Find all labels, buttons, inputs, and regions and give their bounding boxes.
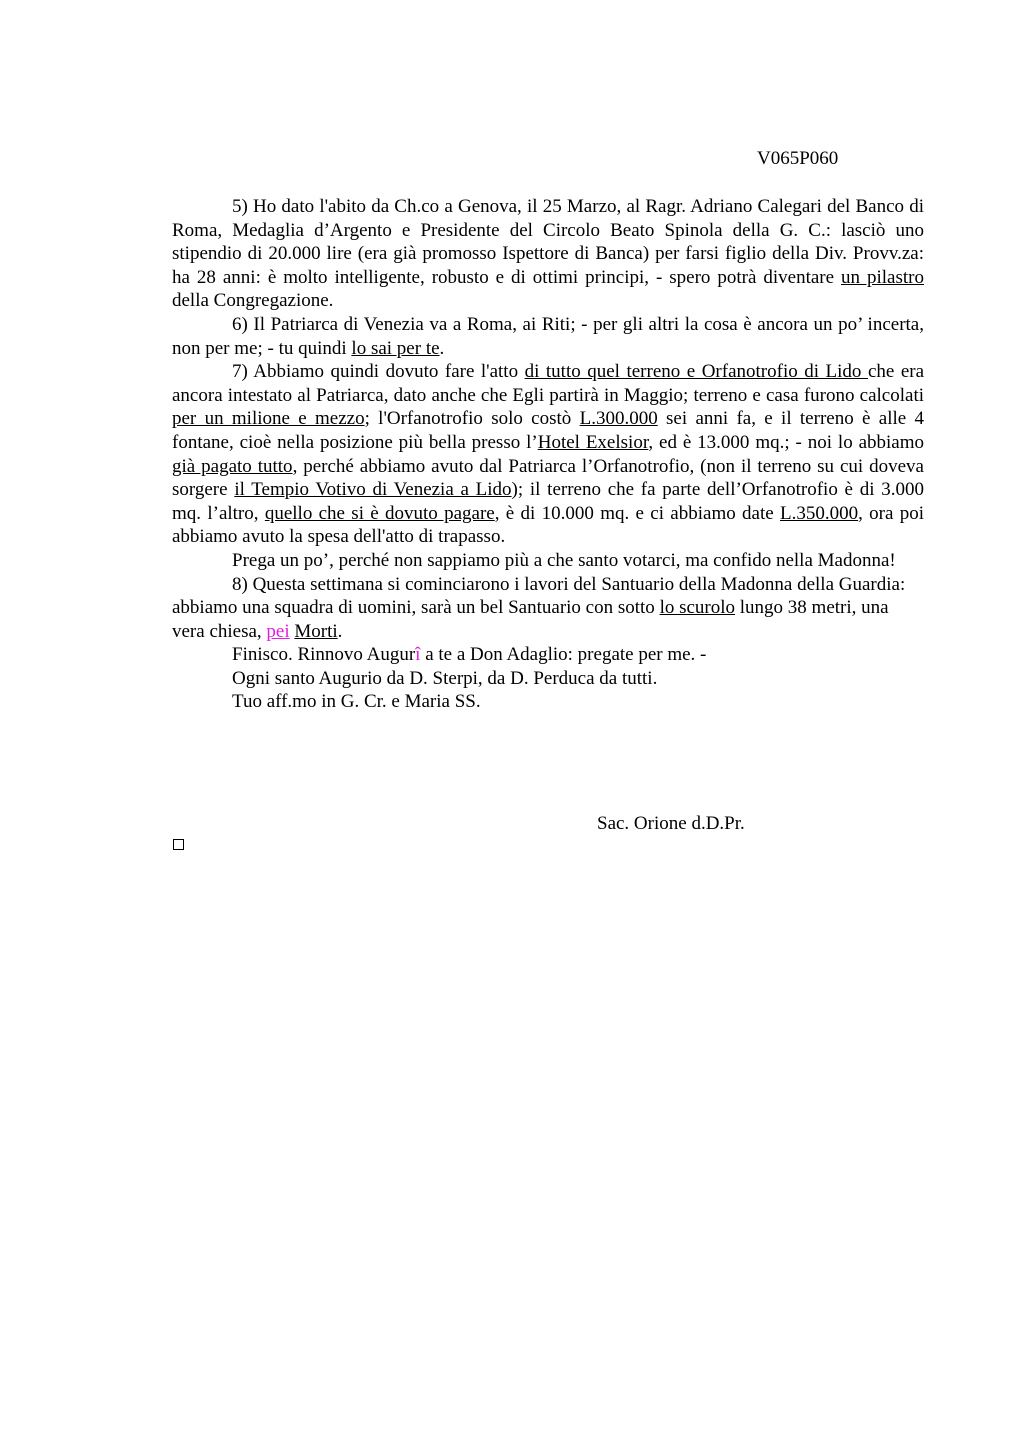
underlined-text: lo scurolo (659, 597, 736, 619)
paragraph-text: 7) Abbiamo quindi dovuto fare l'atto (232, 361, 525, 383)
closing-line-finisco (172, 643, 924, 667)
paragraph-text: ); il terreno che fa parte dell’Orfanotrofio è di 3.000 mq. l’altro, (172, 479, 924, 524)
highlighted-text: î (415, 644, 421, 666)
paragraph-text: , ora poi abbiamo avuto la spesa dell'atto di trapasso. (172, 502, 924, 548)
paragraph-text: . (439, 337, 445, 359)
paragraph-text: lungo 38 metri, una vera chiesa, (172, 597, 889, 642)
paragraph-text: . (337, 620, 343, 642)
underlined-text: già pagato tutto (172, 455, 293, 477)
paragraph-text: Finisco. Rinnovo Augur (232, 644, 416, 666)
underlined-text: il Tempio Votivo di Venezia a Lido (234, 479, 512, 501)
paragraph-text: 6) Il Patriarca di Venezia va a Roma, ai Riti; - per gli altri la cosa è ancora un po’ incerta, non per me; - tu quindi (172, 313, 924, 359)
underlined-text: per un milione e mezzo (172, 408, 365, 430)
paragraph-text: ; l'Orfanotrofio solo costò (364, 408, 580, 430)
underlined-text: L.300.000 (579, 408, 658, 430)
paragraph-prega: Prega un po’, perché non sappiamo più a che santo votarci, ma confido nella Madonna! (232, 549, 896, 571)
letter-body (172, 195, 924, 714)
paragraph-text: , ed è 13.000 mq.; - noi lo abbiamo (648, 431, 925, 453)
paragraph-text: a te a Don Adaglio: pregate per me. - (420, 644, 707, 666)
underlined-text: L.350.000 (779, 502, 859, 524)
underlined-text: lo sai per te (351, 337, 440, 359)
paragraph-5 (172, 195, 924, 313)
underlined-text: un pilastro (841, 266, 924, 288)
signature: Sac. Orione d.D.Pr. (597, 813, 745, 834)
paragraph-6 (172, 313, 924, 360)
underlined-text: Morti (294, 620, 338, 642)
paragraph-text: 8) Questa settimana si cominciarono i lavori del Santuario della Madonna della Guardia: abbiamo una squadra di uomini, sarà un bel Santuario con sotto (172, 573, 906, 619)
paragraph-8 (172, 573, 924, 644)
underlined-text: Hotel Exelsior (537, 431, 649, 453)
paragraph-text: sei anni fa, e il terreno è alle 4 fontane, cioè nella posizione più bella presso l’ (172, 408, 924, 453)
underlined-text: di tutto quel terreno e Orfanotrofio di Lido (524, 361, 868, 383)
highlighted-text: pei (266, 620, 290, 642)
closing-line-auguri: Ogni santo Augurio da D. Sterpi, da D. Perduca da tutti. (232, 667, 658, 689)
paragraph-text: che era ancora intestato al Patriarca, dato anche che Egli partirà in Maggio; terreno e casa furono calcolati (172, 361, 925, 406)
underlined-text: quello che si è dovuto pagare (264, 502, 495, 524)
closing-line-valediction: Tuo aff.mo in G. Cr. e Maria SS. (232, 691, 481, 713)
paragraph-text: , è di 10.000 mq. e ci abbiamo date (494, 502, 780, 524)
checkbox-square (173, 839, 184, 850)
page-id: V065P060 (757, 148, 839, 169)
paragraph-text: della Congregazione. (172, 290, 334, 312)
paragraph-text: 5) Ho dato l'abito da Ch.co a Genova, il 25 Marzo, al Ragr. Adriano Calegari del Banco di Roma, Medaglia d’Argento e Presidente del Circolo Beato Spinola della G. C.: lasciò uno stipendio di 20.000 lire (era già promosso Ispettore di Banca) per farsi figlio della Div. Provv.za: ha 28 anni: è molto intelligente, robusto e di ottimi principi, - spero potrà diventare (172, 196, 924, 288)
paragraph-text: , perché abbiamo avuto dal Patriarca l’Orfanotrofio, (non il terreno su cui doveva sorgere (172, 455, 924, 501)
paragraph-7 (172, 360, 924, 549)
